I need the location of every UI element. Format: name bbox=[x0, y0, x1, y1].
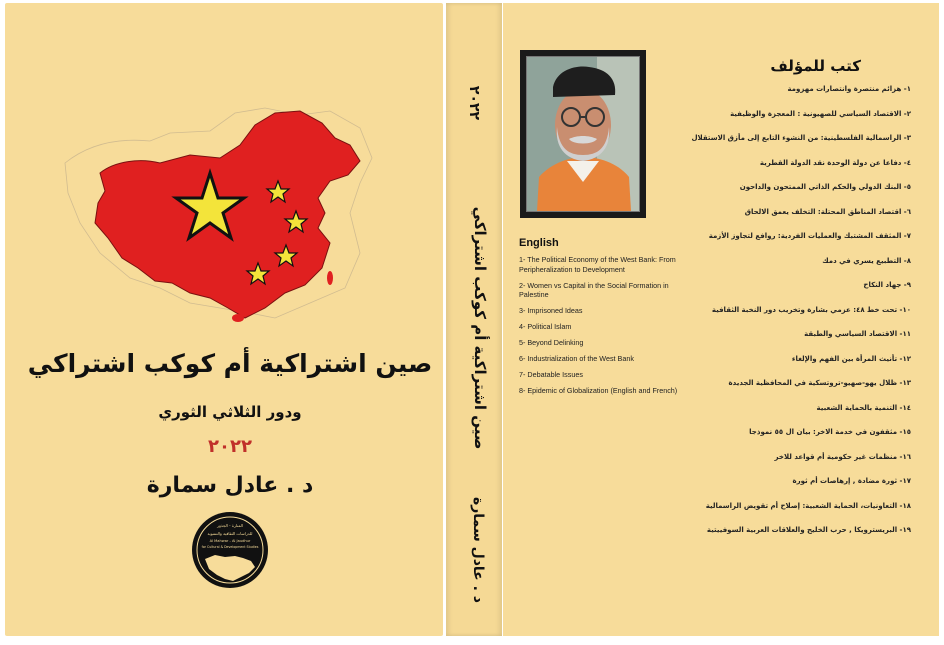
list-item: ١٨- التعاونيات، الحماية الشعبية: إصلاح أم تقويض الراسمالية bbox=[705, 501, 911, 510]
list-item: 8- Epidemic of Globalization (English and French) bbox=[519, 386, 678, 395]
book-spine bbox=[446, 3, 502, 636]
arabic-books-list bbox=[653, 83, 911, 549]
list-item: ١- هزائم منتصرة وانتصارات مهزومة bbox=[787, 85, 911, 93]
logo-text-latin2: for Cultural & Development Studies bbox=[201, 545, 259, 549]
island-taiwan bbox=[327, 271, 333, 285]
island-hainan bbox=[232, 314, 244, 322]
list-item: 4- Political Islam bbox=[519, 322, 572, 331]
list-item: 6- Industrialization of the West Bank bbox=[519, 354, 634, 363]
spine-year-text: ٢٠٢٢ bbox=[466, 85, 482, 121]
list-item: ١٧- ثورة مضادة , إرهاصات أم ثورة bbox=[792, 477, 911, 485]
author-photo bbox=[526, 56, 640, 212]
author-photo-frame bbox=[520, 50, 646, 218]
list-item: ١٤- التنمية بالحماية الشعبية bbox=[816, 403, 911, 412]
list-item: ٥- البنك الدولي والحكم الذاتي الممتحون والداحون bbox=[739, 183, 911, 191]
list-item: ١٦- منظمات غير حكومية أم قواعد للاخر bbox=[774, 452, 911, 461]
list-item: ١١- الاقتصاد السياسي والطبقة bbox=[804, 330, 911, 338]
spine-year bbox=[454, 73, 494, 133]
list-item: ٢- الاقتصاد السياسي للصهيونية : المعجزة والوظيفية bbox=[730, 109, 911, 118]
list-item: ٧- المثقف المشتبك والعمليات الفردية: روافع لتجاوز الأزمة bbox=[708, 232, 911, 240]
back-cover bbox=[503, 3, 939, 636]
author-name: د . عادل سمارة bbox=[146, 473, 314, 498]
china-map-illustration bbox=[60, 103, 380, 323]
arabic-books-heading: كتب للمؤلف bbox=[770, 57, 861, 75]
logo-text-mid: للدراسات الثقافية والتنموية bbox=[207, 531, 253, 536]
spine-title: صين اشتراكية أم كوكب اشتراكي bbox=[471, 206, 489, 450]
list-item: 3- Imprisoned Ideas bbox=[519, 306, 583, 315]
publication-year: ٢٠٢٢ bbox=[208, 436, 252, 457]
english-books-heading: English bbox=[519, 237, 559, 249]
list-item: ٤- دفاعا عن دولة الوحدة نقد الدولة القطرية bbox=[759, 158, 911, 167]
list-item: ٣- الراسمالية الفلسطينية: من النشوء التابع إلى مأزق الاستقلال bbox=[691, 134, 911, 142]
book-title: صين اشتراكية أم كوكب اشتراكي bbox=[27, 349, 433, 378]
list-item: 5- Beyond Delinking bbox=[519, 338, 584, 347]
book-subtitle: ودور الثلاثي الثوري bbox=[158, 403, 302, 421]
list-item: 2- Women vs Capital in the Social Formation in Palestine bbox=[519, 280, 669, 299]
list-item: 7- Debatable Issues bbox=[519, 370, 583, 379]
spine-author: د . عادل سمارة bbox=[470, 496, 486, 603]
front-cover bbox=[5, 3, 443, 636]
logo-text-top: المنارة - الجذور bbox=[217, 523, 243, 528]
china-shape bbox=[95, 111, 360, 318]
publisher-logo bbox=[191, 511, 269, 589]
list-item: ٩- جهاد النكاح bbox=[863, 281, 911, 289]
list-item: ١٥- مثقفون في خدمة الاخر: بيان ال ٥٥ نموذجا bbox=[749, 428, 911, 436]
list-item: ٨- التطبيع يسري في دمك bbox=[822, 256, 911, 265]
list-item: ١٢- تأنيث المرأة بين الفهم والإلغاء bbox=[791, 354, 911, 363]
author-portrait-illustration bbox=[527, 57, 639, 211]
list-item: ١٣- ظلال يهو-صهيو-تروتسكية في المحافظية الجديدة bbox=[728, 379, 911, 387]
list-item: ١٩- البريسترويكا , حرب الخليج والعلاقات العربية السوفييتية bbox=[706, 526, 911, 534]
list-item: 1- The Political Economy of the West Bank: From Peripheralization to Development bbox=[519, 255, 676, 274]
list-item: ٦- اقتصاد المناطق المحتلة: التخلف يعمق الالحاق bbox=[744, 207, 911, 216]
list-item: ١٠- تحت خط ٤٨: عزمي بشارة وتخريب دور النخبة الثقافية bbox=[711, 305, 911, 314]
logo-text-latin: Al Mahwar - Al Jaudhur bbox=[209, 539, 251, 543]
